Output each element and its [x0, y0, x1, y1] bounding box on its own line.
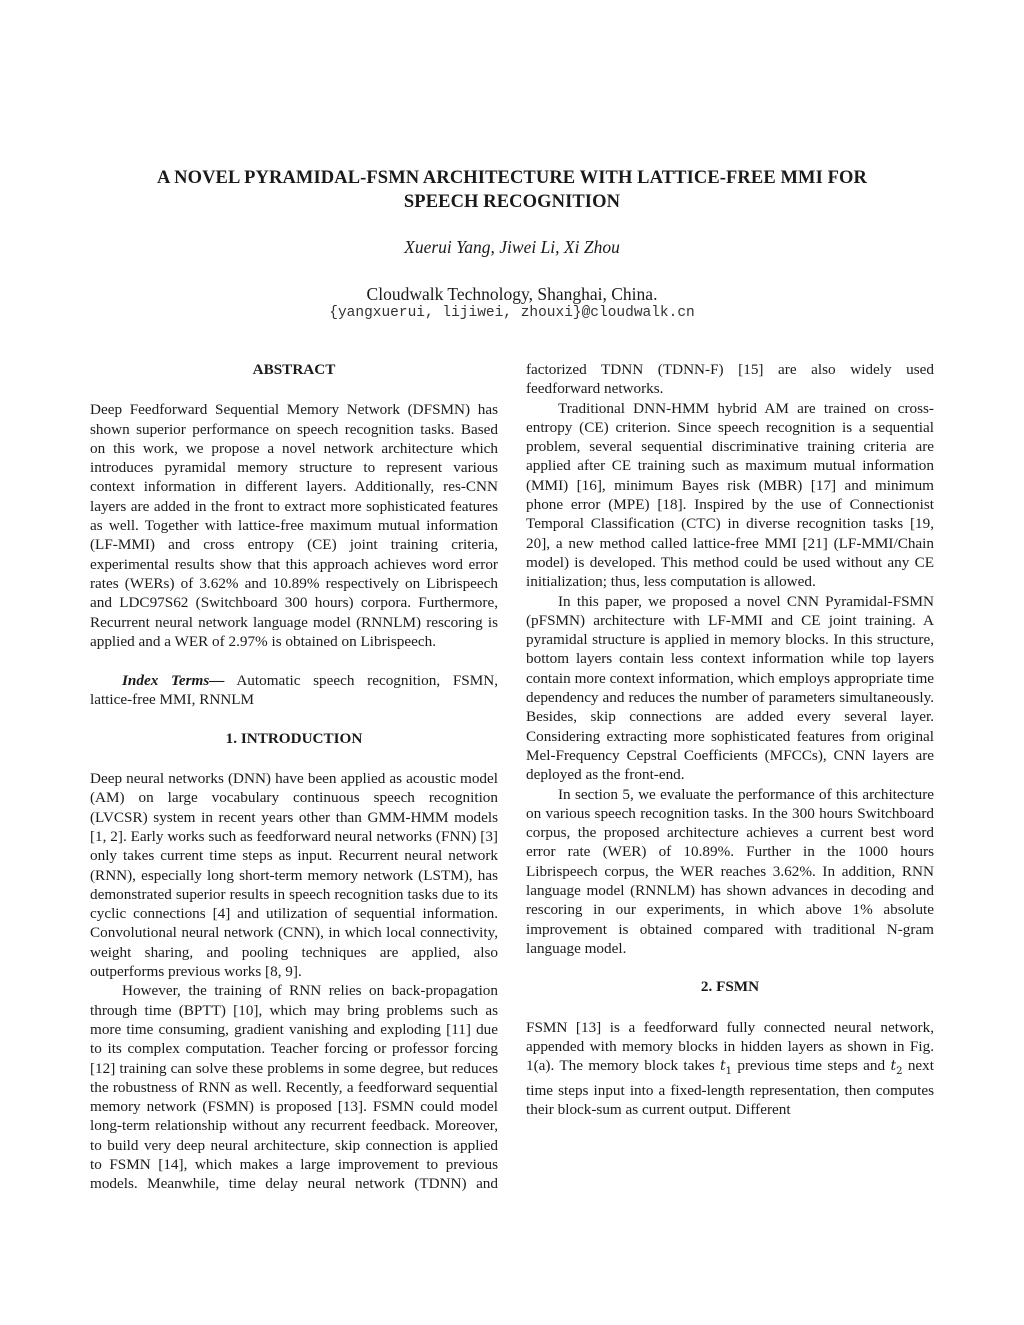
intro-paragraph-5: In section 5, we evaluate the performance of this architecture on various speech recognition tasks. In the 300 hours Switchboard corpus, the proposed architecture achieves a current best word error rate (WER) of 10.89%. Further in the 1000 hours Librispeech corpus, the WER reaches 3.62%. In addition, RNN language model (RNNLM) has shown advances in decoding and rescoring in our experiments, in which above 1% absolute improvement is obtained compared with traditional N-gram language model. [526, 785, 934, 957]
t2-symbol [890, 1058, 903, 1077]
fsmn-text-a: FSMN [13] is a feedforward fully connected neural network, appended with memory blocks in hidden layers as shown in Fig. 1(a). The memory block takes [526, 1018, 934, 1075]
fsmn-paragraph [526, 1018, 934, 1120]
author-list: Xuerui Yang, Jiwei Li, Xi Zhou [404, 237, 620, 257]
t1-var: t [719, 1058, 726, 1075]
intro-paragraph-4: In this paper, we proposed a novel CNN Pyramidal-FSMN (pFSMN) architecture with LF-MMI and CE joint training. A pyramidal structure is applied in memory blocks. In this structure, bottom layers contain less context information while top layers contain more context information, which employs appropriate time dependency and reduces the number of parameters simultaneously. Besides, skip connections are added every several layer. Considering extracting more sophisticated features from original Mel-Frequency Cepstral Coefficients (MFCCs), CNN layers are deployed as the front-end. [526, 592, 934, 784]
index-terms-text: Automatic speech recognition, FSMN, lattice-free MMI, RNNLM [90, 672, 499, 709]
intro-paragraph-1: Deep neural networks (DNN) have been applied as acoustic model (AM) on large vocabulary continuous speech recognition (LVCSR) system in recent years other than GMM-HMM models [1, 2]. Early works such as feedforward neural networks (FNN) [3] only takes current time steps as input. Recurrent neural network (RNN), especially long short-term memory network (LSTM), has demonstrated superior results in speech recognition tasks due to its cyclic connections [4] and utilization of sequential information. Convolutional neural network (CNN), in which local connectivity, weight sharing, and pooling techniques are applied, also outperforms previous works [8, 9]. [90, 770, 498, 981]
fsmn-heading: 2. FSMN [700, 978, 760, 996]
right-column [526, 360, 934, 1120]
index-terms [90, 671, 498, 710]
t2-sub: 2 [896, 1065, 903, 1077]
title-line-1: A NOVEL PYRAMIDAL-FSMN ARCHITECTURE WITH LATTICE-FREE MMI FOR [156, 168, 867, 188]
abstract-text: Deep Feedforward Sequential Memory Network (DFSMN) has shown superior performance on speech recognition tasks. Based on this work, we propose a novel network architecture which introduces pyramidal memory structure to represent various context information in different layers. Additionally, res-CNN layers are added in the front to extract more sophisticated features as well. Together with lattice-free maximum mutual information (LF-MMI) and cross entropy (CE) joint training criteria, experimental results show that this approach achieves word error rates (WERs) of 3.62% and 10.89% respectively on Librispeech and LDC97S62 (Switchboard 300 hours) corpora. Furthermore, Recurrent neural network language model (RNNLM) rescoring is applied and a WER of 2.97% is obtained on Librispeech. [90, 401, 498, 650]
t1-sub: 1 [725, 1065, 732, 1077]
intro-paragraph-2-continued: factorized TDNN (TDNN-F) [15] are also widely used feedforward networks. [526, 361, 934, 398]
fsmn-text-b: previous time steps and [732, 1057, 891, 1075]
t2-var: t [890, 1058, 897, 1075]
t1-symbol [719, 1058, 732, 1077]
intro-paragraph-3: Traditional DNN-HMM hybrid AM are trained on cross-entropy (CE) criterion. Since speech recognition is a sequential problem, several sequential discriminative training criteria are applied after CE training such as maximum mutual information (MMI) [16], minimum Bayes risk (MBR) [17] and minimum phone error (MPE) [18]. Inspired by the use of Connectionist Temporal Classification (CTC) in diverse recognition tasks [19, 20], a new method called lattice-free MMI [21] (LF-MMI/Chain model) is developed. This method could be used without any CE initialization; thus, less computation is allowed. [526, 399, 934, 591]
title-line-2: SPEECH RECOGNITION [403, 192, 621, 212]
intro-paragraph-2: However, the training of RNN relies on back-propagation through time (BPTT) [10], which may bring problems such as more time consuming, gradient vanishing and exploding [11] due to its complex computation. Teacher forcing or professor forcing [12] training can solve these problems in some degree, but reduces the robustness of RNN as well. Recently, a feedforward sequential memory network (FSMN) is proposed [13]. FSMN could model long-term relationship without any recurrent feedback. Moreover, to build very deep neural architecture, skip connection is applied to FSMN [14], which makes a large improvement to previous models. Meanwhile, time delay neural network (TDNN) and [90, 982, 498, 1193]
fsmn-text-c: next time steps input into a fixed-length representation, then computes their block-sum as current output. Different [526, 1057, 934, 1119]
index-terms-label: Index Terms— [122, 672, 225, 690]
paper-title [100, 166, 924, 214]
abstract-heading: ABSTRACT [252, 361, 336, 378]
affiliation: Cloudwalk Technology, Shanghai, China. [366, 284, 658, 304]
introduction-heading: 1. INTRODUCTION [225, 729, 363, 747]
email-addresses: {yangxuerui, lijiwei, zhouxi}@cloudwalk.cn [329, 305, 695, 321]
left-column [90, 360, 498, 1194]
